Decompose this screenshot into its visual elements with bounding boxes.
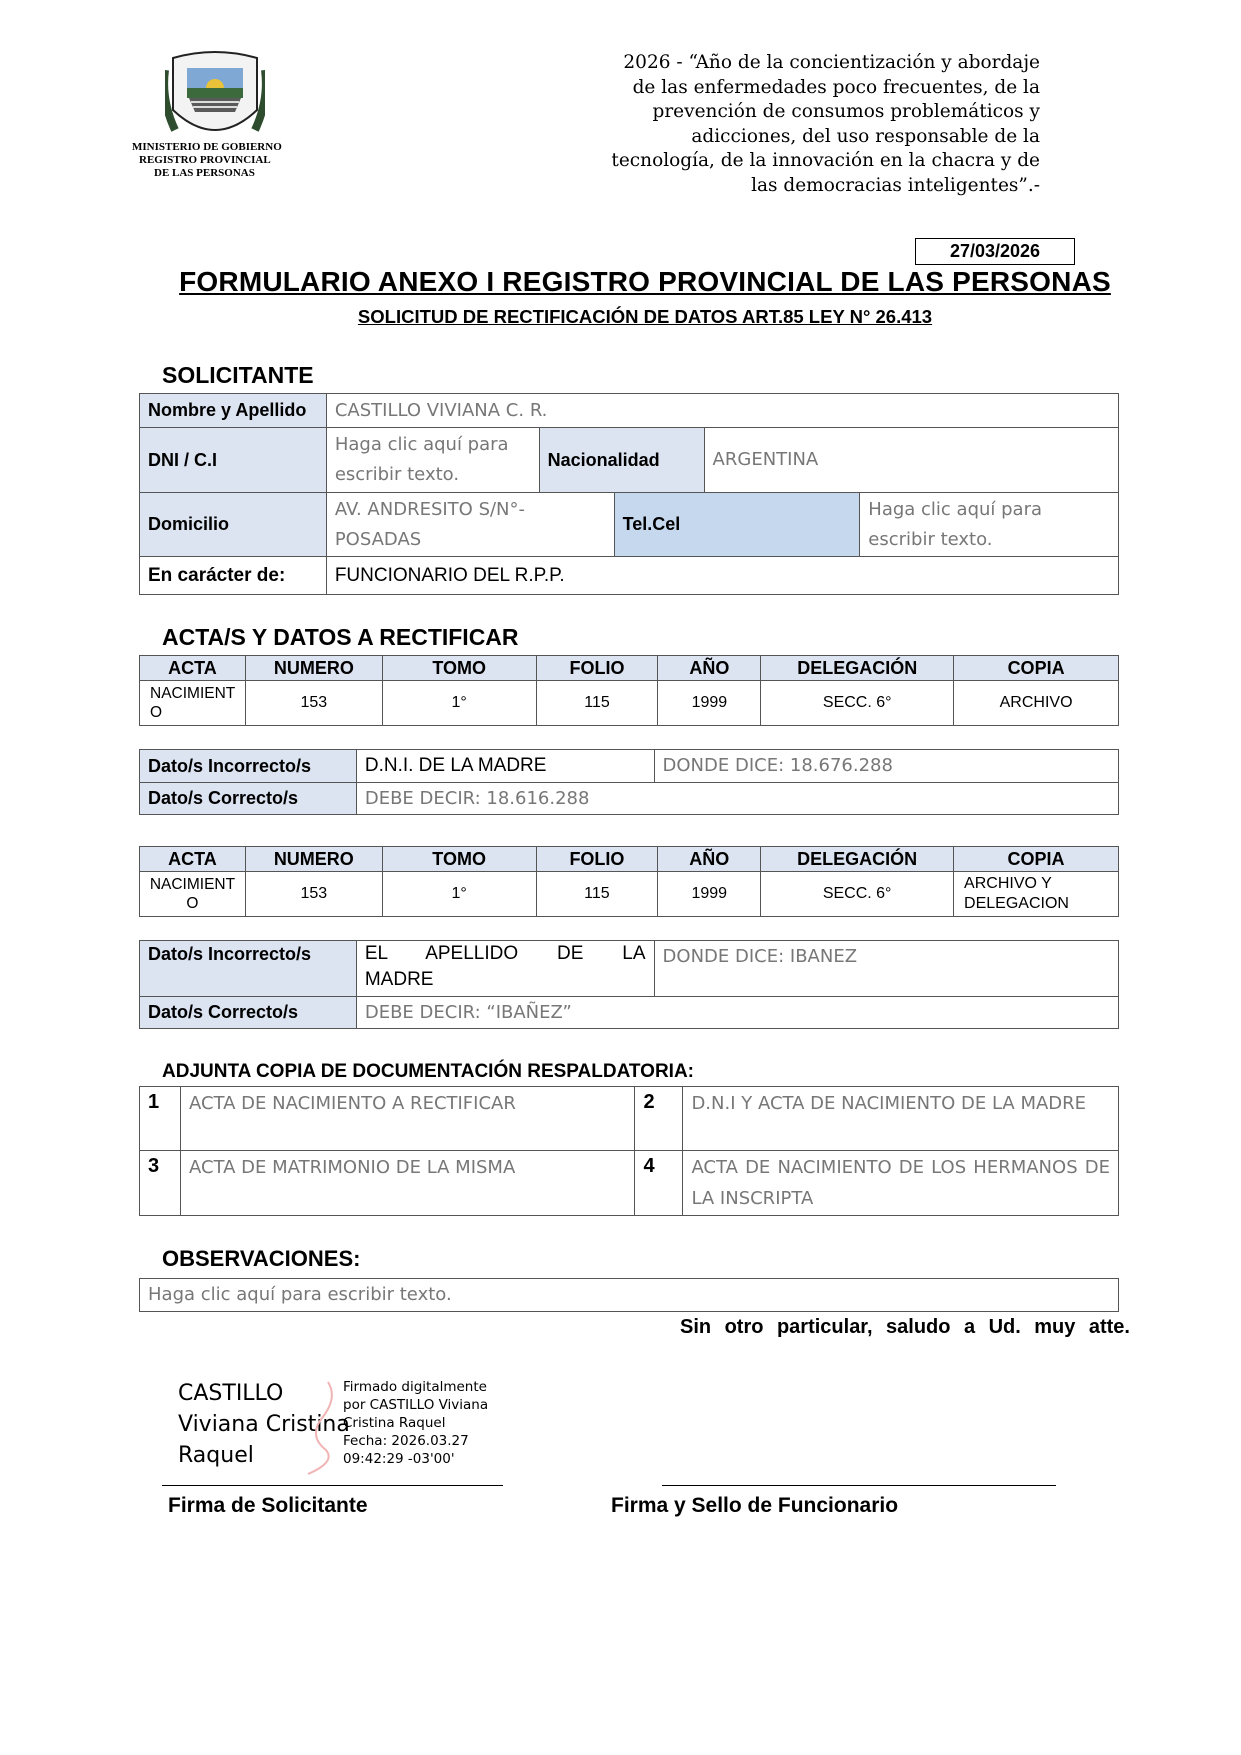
col-acta: ACTA <box>140 656 246 681</box>
acta-delegacion[interactable]: SECC. 6° <box>761 872 954 917</box>
acta-folio[interactable]: 115 <box>536 681 658 726</box>
solicitante-table <box>139 393 1119 595</box>
motto-line: tecnología, de la innovación en la chacra y de <box>611 150 1040 171</box>
motto-line: adicciones, del uso responsable de la <box>691 125 1040 147</box>
domicilio-label: Domicilio <box>140 493 327 557</box>
doc-item[interactable]: ACTA DE MATRIMONIO DE LA MISMA <box>180 1151 635 1216</box>
col-folio: FOLIO <box>536 656 658 681</box>
acta-anio[interactable]: 1999 <box>658 681 761 726</box>
acta-numero[interactable]: 153 <box>245 872 382 917</box>
datos-table-1 <box>139 749 1119 815</box>
doc-number: 4 <box>635 1151 683 1216</box>
col-numero: NUMERO <box>245 847 382 872</box>
domicilio-field[interactable]: AV. ANDRESITO S/N°-POSADAS <box>326 493 614 557</box>
correcto-label: Dato/s Correcto/s <box>140 997 357 1029</box>
acta-table-2 <box>139 846 1119 917</box>
nacionalidad-field[interactable]: ARGENTINA <box>704 428 1118 493</box>
col-copia: COPIA <box>954 656 1119 681</box>
signature-stroke-icon <box>288 1378 348 1478</box>
form-title: FORMULARIO ANEXO I REGISTRO PROVINCIAL DE LAS PERSONAS <box>179 266 1111 297</box>
signature-name-line: CASTILLO <box>178 1381 284 1406</box>
doc-number: 2 <box>635 1087 683 1151</box>
actas-heading: ACTA/S Y DATOS A RECTIFICAR <box>162 624 519 650</box>
incorrecto-campo[interactable]: D.N.I. DE LA MADRE <box>356 750 654 783</box>
tel-field[interactable]: Haga clic aquí para escribir texto. <box>860 493 1119 557</box>
acta-tomo[interactable]: 1° <box>382 872 536 917</box>
acta-table-1 <box>139 655 1119 726</box>
col-tomo: TOMO <box>382 656 536 681</box>
correcto-valor[interactable]: DEBE DECIR: 18.616.288 <box>356 783 1118 815</box>
closing-sentence: Sin otro particular, saludo a Ud. muy atte. <box>680 1316 1130 1338</box>
acta-copia[interactable]: ARCHIVO Y DELEGACION <box>954 872 1119 917</box>
col-delegacion: DELEGACIÓN <box>761 847 954 872</box>
col-tomo: TOMO <box>382 847 536 872</box>
acta-tomo[interactable]: 1° <box>382 681 536 726</box>
observaciones-field[interactable]: Haga clic aquí para escribir texto. <box>140 1279 1119 1312</box>
documentacion-table <box>139 1086 1119 1216</box>
col-copia: COPIA <box>954 847 1119 872</box>
ministry-line: MINISTERIO DE GOBIERNO <box>132 141 282 153</box>
observaciones-table <box>139 1278 1119 1312</box>
digital-signature-line: Firmado digitalmente <box>343 1379 487 1395</box>
acta-anio[interactable]: 1999 <box>658 872 761 917</box>
documentacion-heading: ADJUNTA COPIA DE DOCUMENTACIÓN RESPALDATORIA: <box>162 1061 694 1082</box>
acta-type[interactable]: NACIMIENTO <box>140 872 246 917</box>
funcionario-signature-line <box>662 1485 1056 1486</box>
col-numero: NUMERO <box>245 656 382 681</box>
motto-line: 2026 - “Año de la concientización y abordaje <box>623 52 1040 73</box>
col-anio: AÑO <box>658 656 761 681</box>
incorrecto-campo[interactable]: EL APELLIDO DE LA MADRE <box>356 941 654 997</box>
doc-number: 1 <box>140 1087 181 1151</box>
correcto-valor[interactable]: DEBE DECIR: “IBAÑEZ” <box>356 997 1118 1029</box>
signature-name-line: Viviana Cristina <box>178 1412 350 1437</box>
nacionalidad-label: Nacionalidad <box>539 428 704 493</box>
acta-folio[interactable]: 115 <box>536 872 658 917</box>
ministry-line: REGISTRO PROVINCIAL <box>139 154 271 166</box>
doc-item[interactable]: ACTA DE NACIMIENTO DE LOS HERMANOS DE LA INSCRIPTA <box>683 1151 1119 1216</box>
digital-signature-stamp <box>343 1378 513 1468</box>
motto-line: las democracias inteligentes”.- <box>751 174 1040 196</box>
acta-numero[interactable]: 153 <box>245 681 382 726</box>
dni-label: DNI / C.I <box>140 428 327 493</box>
dni-field[interactable]: Haga clic aquí para escribir texto. <box>326 428 539 493</box>
col-acta: ACTA <box>140 847 246 872</box>
date-field[interactable]: 27/03/2026 <box>915 238 1075 265</box>
doc-item[interactable]: D.N.I Y ACTA DE NACIMIENTO DE LA MADRE <box>683 1087 1119 1151</box>
closing-text <box>160 1312 1130 1342</box>
doc-item[interactable]: ACTA DE NACIMIENTO A RECTIFICAR <box>180 1087 635 1151</box>
tel-label: Tel.Cel <box>614 493 860 557</box>
incorrecto-label: Dato/s Incorrecto/s <box>140 750 357 783</box>
solicitante-signature-label: Firma de Solicitante <box>168 1494 368 1517</box>
acta-copia[interactable]: ARCHIVO <box>954 681 1119 726</box>
funcionario-signature-label: Firma y Sello de Funcionario <box>611 1494 899 1517</box>
motto-line: prevención de consumos problemáticos y <box>652 101 1040 122</box>
acta-delegacion[interactable]: SECC. 6° <box>761 681 954 726</box>
observaciones-heading: OBSERVACIONES: <box>162 1246 361 1271</box>
caracter-label: En carácter de: <box>140 557 327 595</box>
digital-signature-line: Cristina Raquel <box>343 1415 446 1431</box>
col-delegacion: DELEGACIÓN <box>761 656 954 681</box>
motto-line: de las enfermedades poco frecuentes, de la <box>632 76 1040 98</box>
col-anio: AÑO <box>658 847 761 872</box>
ministry-line: DE LAS PERSONAS <box>154 167 255 179</box>
year-motto <box>480 51 1040 198</box>
closing-line <box>160 1312 1130 1342</box>
doc-number: 3 <box>140 1151 181 1216</box>
solicitante-signature-line <box>162 1485 503 1486</box>
province-seal-logo <box>165 50 265 142</box>
incorrecto-valor[interactable]: DONDE DICE: 18.676.288 <box>654 750 1118 783</box>
incorrecto-valor[interactable]: DONDE DICE: IBANEZ <box>654 941 1118 997</box>
signature-name-line: Raquel <box>178 1443 254 1468</box>
col-folio: FOLIO <box>536 847 658 872</box>
solicitante-heading: SOLICITANTE <box>162 362 314 388</box>
acta-type[interactable]: NACIMIENTO <box>140 681 246 726</box>
ministry-heading <box>132 141 312 180</box>
datos-table-2 <box>139 940 1119 1029</box>
form-subtitle: SOLICITUD DE RECTIFICACIÓN DE DATOS ART.85 LEY N° 26.413 <box>357 306 933 327</box>
correcto-label: Dato/s Correcto/s <box>140 783 357 815</box>
incorrecto-label: Dato/s Incorrecto/s <box>140 941 357 997</box>
digital-signature-line: por CASTILLO Viviana <box>343 1397 489 1413</box>
caracter-field[interactable]: FUNCIONARIO DEL R.P.P. <box>326 557 1118 595</box>
digital-signature-line: 09:42:29 -03'00' <box>343 1451 455 1467</box>
digital-signature-line: Fecha: 2026.03.27 <box>343 1433 469 1449</box>
nombre-field[interactable]: CASTILLO VIVIANA C. R. <box>326 394 1118 428</box>
nombre-label: Nombre y Apellido <box>140 394 327 428</box>
